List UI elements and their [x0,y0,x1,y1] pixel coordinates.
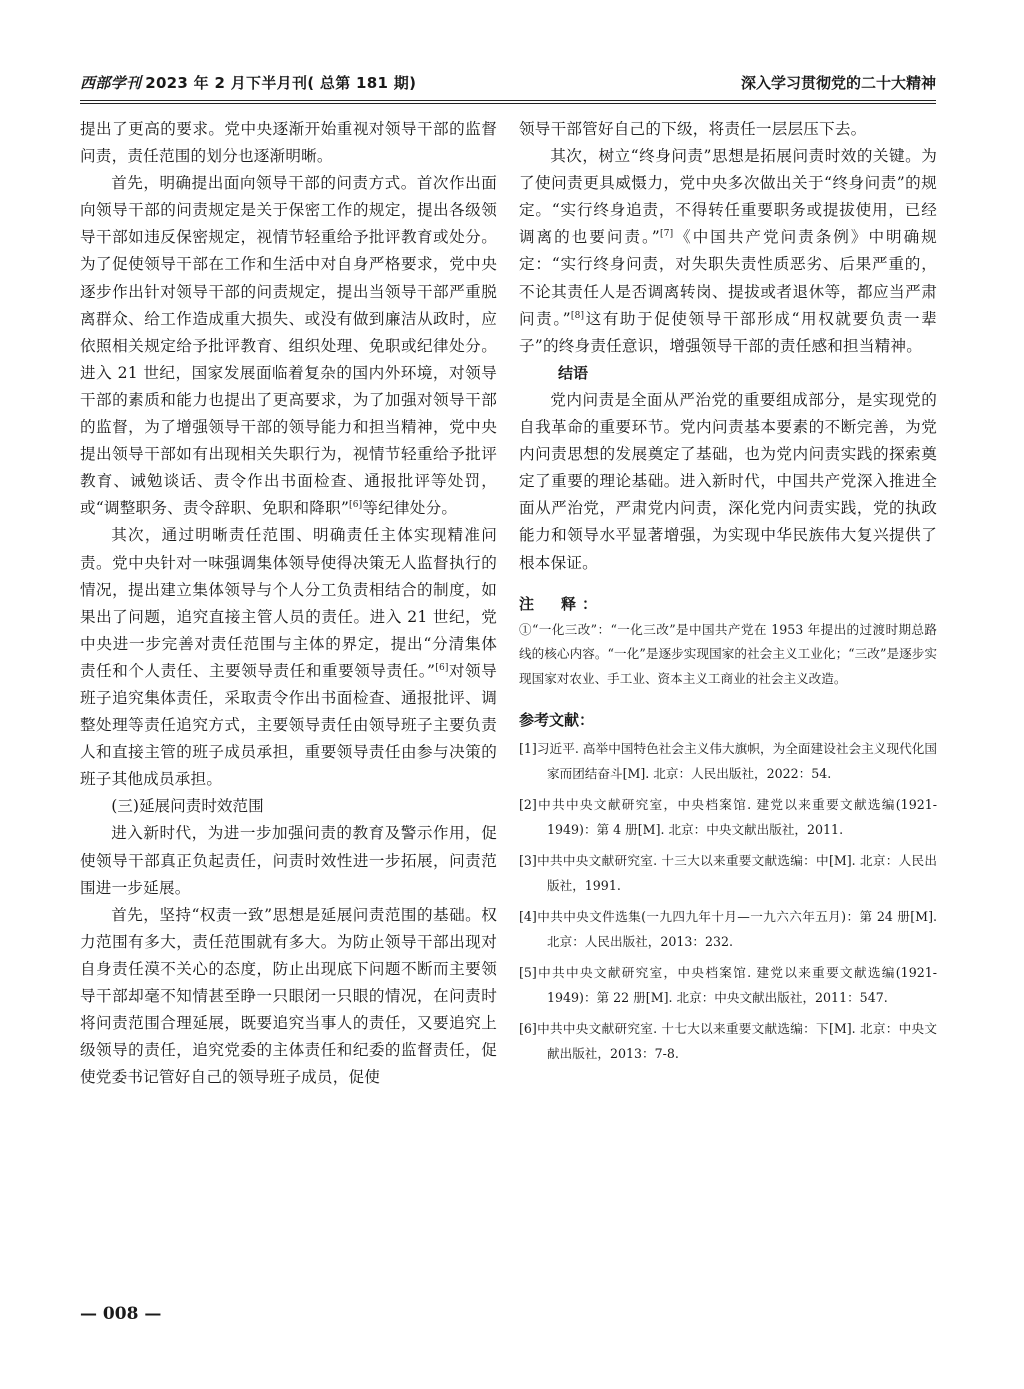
conclusion-heading: 结语 [558,363,589,382]
citation-mark: [6] [349,500,363,511]
paragraph: 党内问责是全面从严治党的重要组成部分，是实现党的自我革命的重要环节。党内问责基本要素的不断完善，为党内问责思想的发展奠定了基础，也为党内问责实践的探索奠定了重要的理论基础。进入新时代，中国共产党深入推进全面从严治党，严肃党内问责，深化党内问责实践，党的执政能力和领导水平显著增强，为实现中华民族伟大复兴提供了根本保证。 [519,390,937,572]
running-header [80,72,936,102]
reference-item: [2]中共中央文献研究室，中央档案馆. 建党以来重要文献选编(1921-1949)：第 4 册[M]. 北京：中央文献出版社，2011. [519,797,937,838]
section-title: 深入学习贯彻党的二十大精神 [740,74,936,92]
paragraph-text: 其次，通过明晰责任范围、明确责任主体实现精准问责。党中央针对一味强调集体领导使得决策无人监督执行的情况，提出建立集体领导与个人分工负责相结合的制度，如果出了问题，追究直接主管人员的责任。进入 21 世纪，党中央进一步完善对责任范围与主体的界定，提出“分清集体责任和个人责任、主要领导责任和重要领导责任。” [80,526,497,680]
header-divider [80,100,936,101]
header-divider-secondary [80,103,936,104]
citation-mark: [6] [435,662,449,673]
paragraph-text: 等纪律处分。 [362,499,458,518]
reference-item: [1]习近平. 高举中国特色社会主义伟大旗帜，为全面建设社会主义现代化国家而团结奋斗[M]. 北京：人民出版社，2022：54. [519,741,937,782]
footnote: ①“一化三改”：“一化三改”是中国共产党在 1953 年提出的过渡时期总路线的核心内容。“一化”是逐步实现国家的社会主义工业化；“三改”是逐步实现国家对农业、手工业、资本主义工商业的社会主义改造。 [519,621,937,686]
references-heading: 参考文献： [519,711,595,730]
right-column [519,116,937,1066]
paragraph-text: 首先，明确提出面向领导干部的问责方式。首次作出面向领导干部的问责规定是关于保密工作的规定，提出各级领导干部如违反保密规定，视情节轻重给予批评教育或处分。为了促使领导干部在工作和生活中对自身严格要求，党中央逐步作出针对领导干部的问责规定，提出当领导干部严重脱离群众、给工作造成重大损失、或没有做到廉洁从政时，应依照相关规定给予批评教育、组织处理、免职或纪律处分。进入 21 世纪，国家发展面临着复杂的国内外环境，对领导干部的素质和能力也提出了更高要求，为了加强对领导干部的监督，为了增强领导干部的领导能力和担当精神，党中央提出领导干部如有出现相关失职行为，视情节轻重给予批评教育、诫勉谈话、责令作出书面检查、通报批评等处罚，或“调整职务、责令辞职、免职和降职” [80,174,497,518]
paragraph: 领导干部管好自己的下级，将责任一层层压下去。 [519,120,867,138]
paragraph: 首先，坚持“权责一致”思想是延展问责范围的基础。权力范围有多大，责任范围就有多大。为防止领导干部出现对自身责任漠不关心的态度，防止出现底下问题不断而主要领导干部却毫不知情甚至睁一只眼闭一只眼的情况，在问责时将问责范围合理延展，既要追究当事人的责任，又要追究上级领导的责任，追究党委的主体责任和纪委的监督责任，促使党委书记管好自己的领导班子成员，促使 [80,905,497,1087]
journal-header-left [80,72,416,93]
reference-item: [3]中共中央文献研究室. 十三大以来重要文献选编：中[M]. 北京：人民出版社，1991. [519,853,937,894]
paragraph [80,522,497,793]
section-subheading: (三)延展问责时效范围 [111,797,264,816]
paragraph: 提出了更高的要求。党中央逐渐开始重视对领导干部的监督问责，责任范围的划分也逐渐明晰。 [80,120,497,166]
paragraph-text: 《中国共产党问责条例》中明确规定：“实行终身问责，对失职失责性质恶劣、后果严重的，不论其责任人是否调离转岗、提拔或者退休等，都应当严肃问责。” [519,228,937,328]
paragraph-text: 其次，树立“终身问责”思想是拓展问责时效的关键。为了使问责更具威慑力，党中央多次做出关于“终身问责”的规定。“实行终身追责，不得转任重要职务或提拔使用，已经调离的也要问责。” [519,147,937,247]
paragraph [80,170,497,522]
page-number: — 008 — [80,1304,162,1324]
reference-item: [5]中共中央文献研究室，中央档案馆. 建党以来重要文献选编(1921-1949)：第 22 册[M]. 北京：中央文献出版社，2011：547. [519,965,937,1006]
paragraph [519,143,937,360]
journal-logo: 西部学刊 [80,74,142,92]
issue-info: 2023 年 2 月下半月刊( 总第 181 期) [145,74,417,92]
citation-mark: [7] [659,229,674,240]
paragraph: 进入新时代，为进一步加强问责的教育及警示作用，促使领导干部真正负起责任，问责时效性进一步拓展，问责范围进一步延展。 [80,824,497,897]
reference-item: [4]中共中央文件选集(一九四九年十月—一九六六年五月)：第 24 册[M]. 北京：人民出版社，2013：232. [519,909,937,950]
citation-mark: [8] [570,310,585,321]
left-column [80,116,497,1091]
paragraph-text: 对领导班子追究集体责任，采取责令作出书面检查、通报批评、调整处理等责任追究方式，主要领导责任由领导班子主要负责人和直接主管的班子成员承担，重要领导责任由参与决策的班子其他成员承担。 [80,661,497,789]
reference-item: [6]中共中央文献研究室. 十七大以来重要文献选编：下[M]. 北京：中央文献出版社，2013：7-8. [519,1021,937,1062]
notes-heading: 注 释： [519,594,604,613]
paragraph-text: 这有助于促使领导干部形成“用权就要负责一辈子”的终身责任意识，增强领导干部的责任感和担当精神。 [519,309,937,355]
